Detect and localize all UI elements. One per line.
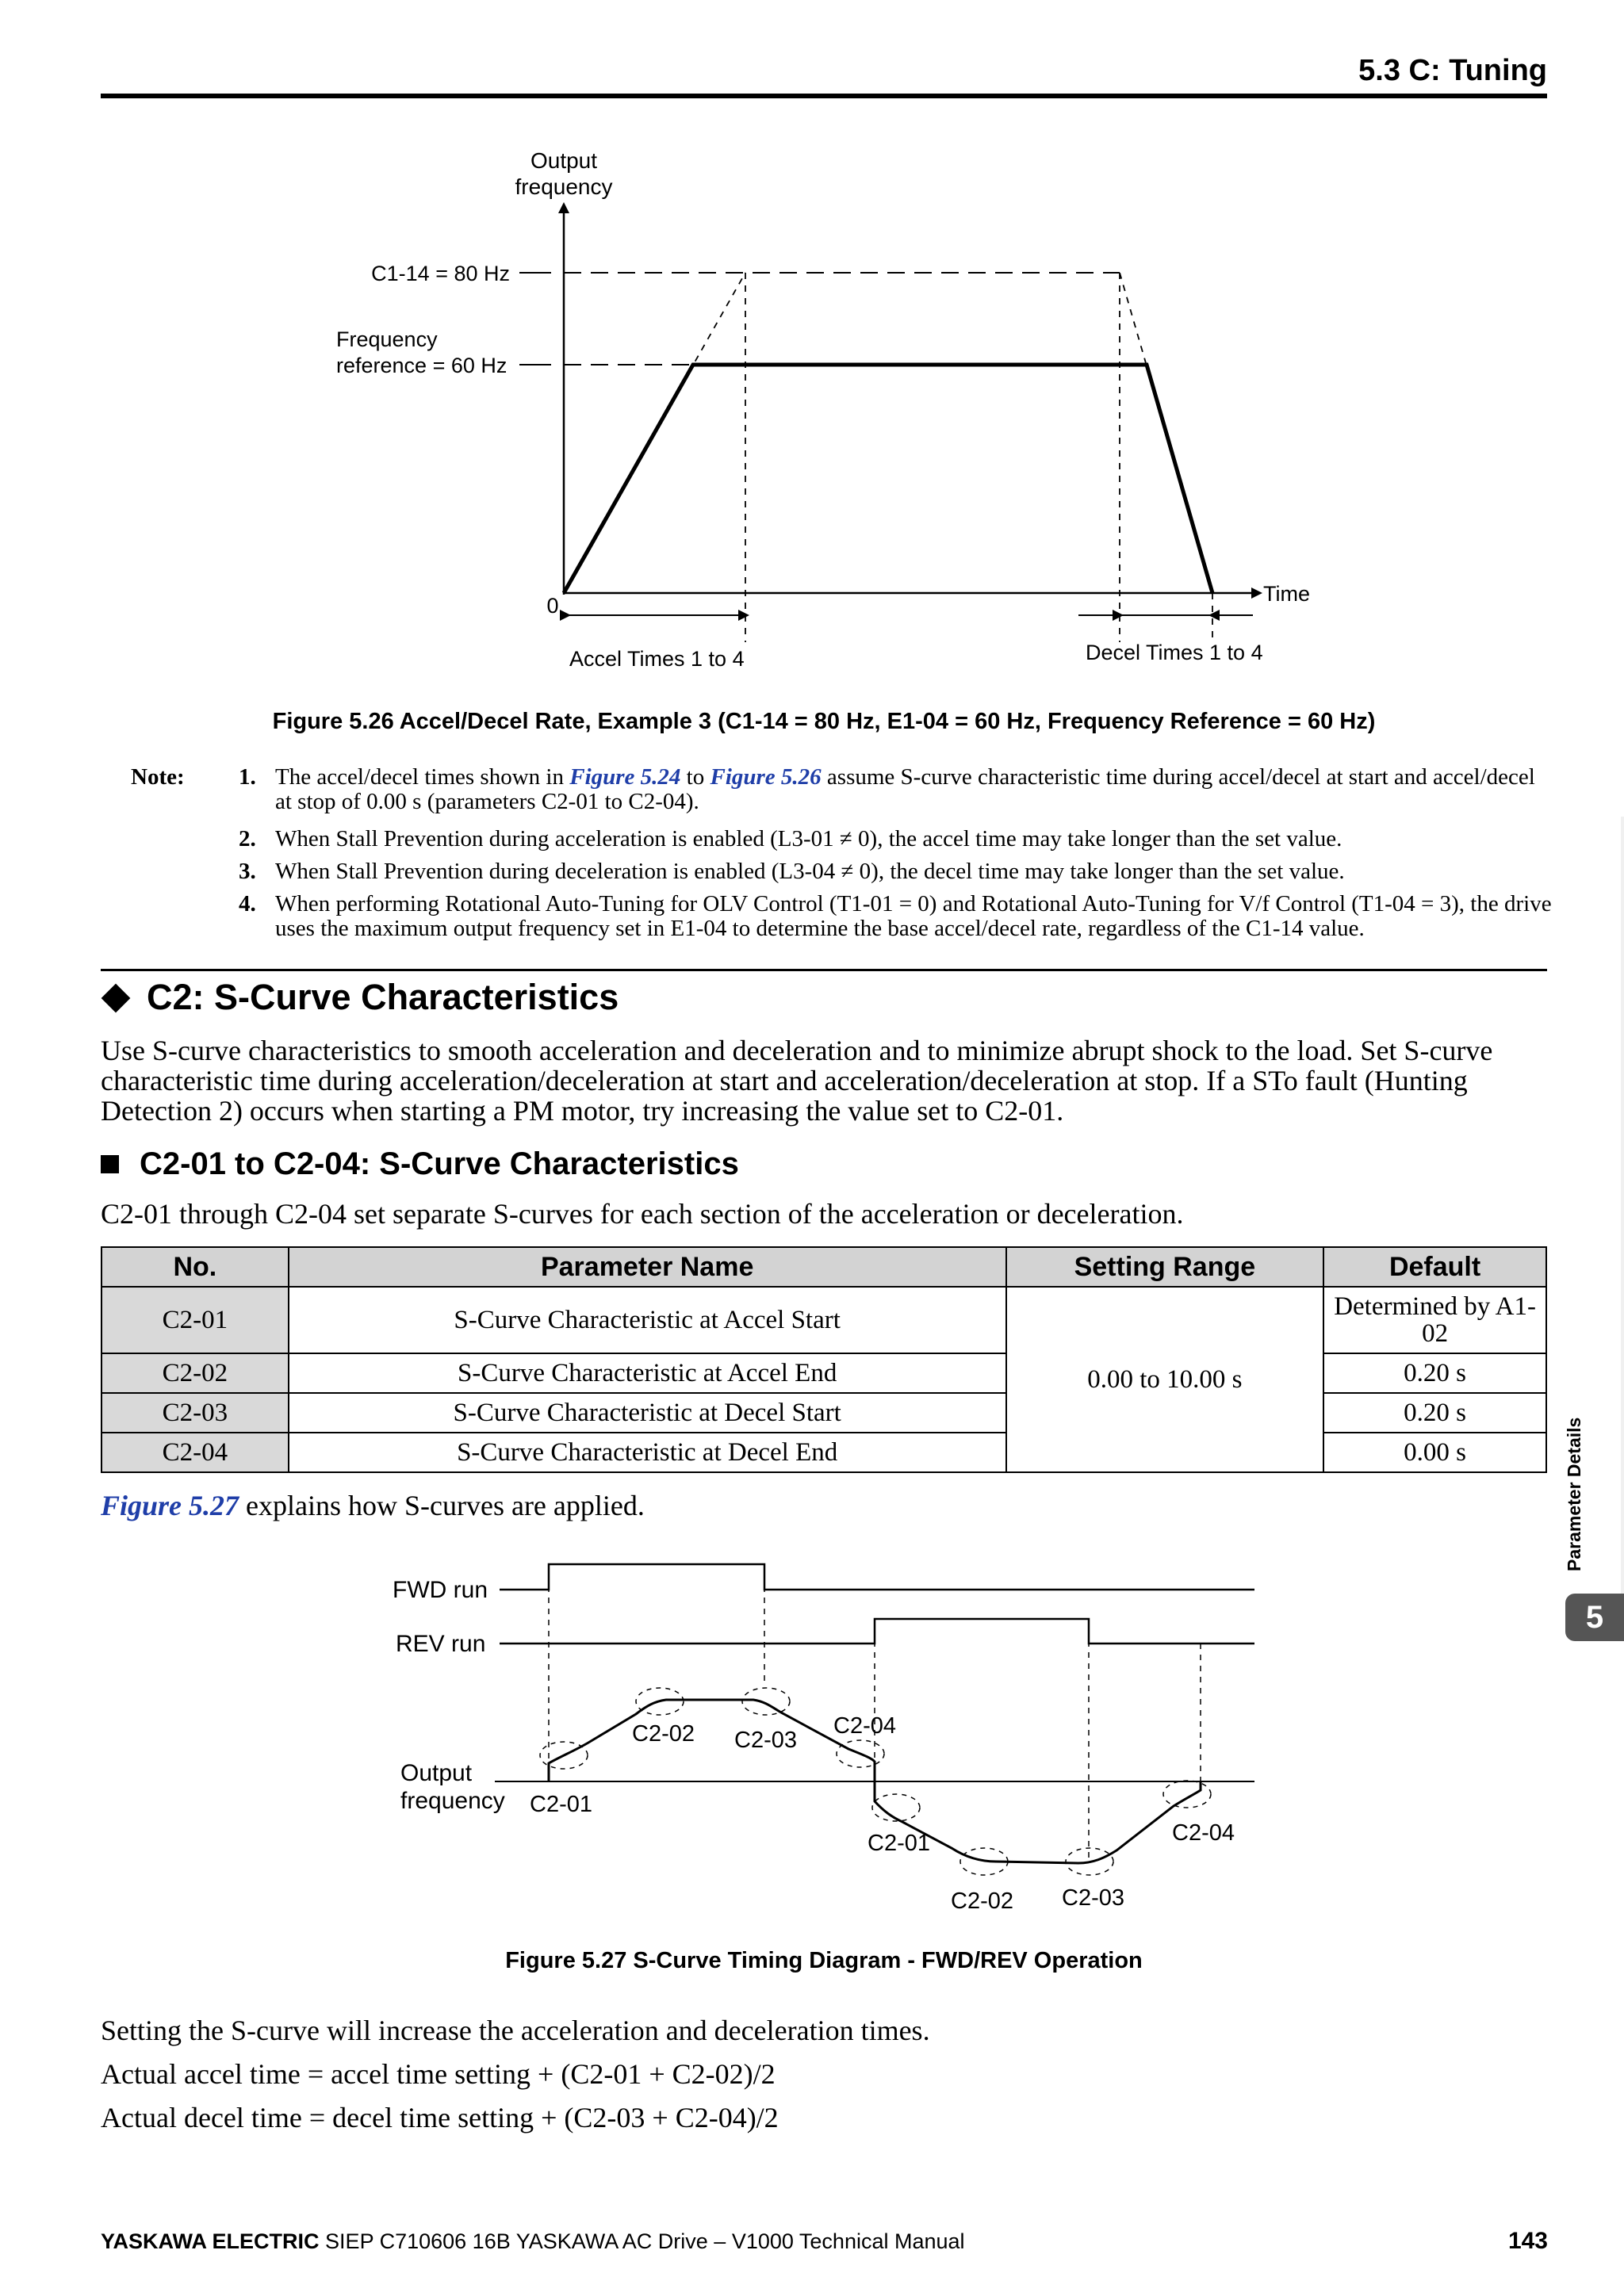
param-default: 0.00 s: [1323, 1433, 1546, 1472]
param-name: S-Curve Characteristic at Decel End: [289, 1433, 1006, 1472]
rev-run-signal: [500, 1619, 1254, 1644]
page-number: 143: [1507, 2228, 1548, 2254]
freq-ref-label-line1: Frequency: [336, 327, 438, 351]
output-frequency-curve: [564, 365, 1212, 593]
c2-03-fwd-marker: [742, 1688, 790, 1715]
header-default: Default: [1323, 1247, 1546, 1287]
figure-5-27-link[interactable]: Figure 5.27: [101, 1490, 239, 1521]
output-label-line1: Output: [400, 1760, 473, 1786]
x-axis-label: Time: [1263, 582, 1310, 606]
figure-5-26-link[interactable]: Figure 5.26: [710, 764, 822, 790]
rev-run-label: REV run: [396, 1631, 486, 1657]
param-name: S-Curve Characteristic at Accel End: [289, 1353, 1006, 1393]
accel-label: Accel Times 1 to 4: [569, 647, 745, 671]
chapter-tab[interactable]: 5: [1565, 1594, 1624, 1641]
closing-line-3: Actual decel time = decel time setting + (C2-03 + C2-04)/2: [101, 2102, 779, 2133]
param-no: C2-01: [102, 1287, 289, 1353]
header-parameter-name: Parameter Name: [289, 1247, 1006, 1287]
param-default: Determined by A1-02: [1323, 1287, 1546, 1353]
footer-brand: YASKAWA ELECTRIC: [101, 2229, 320, 2253]
origin-label: 0: [546, 594, 559, 618]
label-rev-c2-04: C2-04: [1172, 1820, 1235, 1846]
param-default: 0.20 s: [1323, 1353, 1546, 1393]
table-row: [102, 1433, 1546, 1472]
param-name: S-Curve Characteristic at Accel Start: [289, 1287, 1006, 1353]
output-label-line2: frequency: [400, 1788, 505, 1814]
param-default: 0.20 s: [1323, 1393, 1546, 1433]
decel-label: Decel Times 1 to 4: [1086, 641, 1263, 664]
diamond-icon: [102, 984, 131, 1013]
table-row: [102, 1353, 1546, 1393]
parameter-table: [101, 1246, 1547, 1473]
square-icon: [101, 1155, 119, 1173]
note-label: Note:: [131, 764, 185, 790]
footer-doc: SIEP C710606 16B YASKAWA AC Drive – V1000 Technical Manual: [319, 2229, 965, 2253]
table-header-row: [102, 1247, 1546, 1287]
sub-intro: C2-01 through C2-04 set separate S-curves for each section of the acceleration or deceleration.: [101, 1198, 1184, 1230]
c2-04-rev-marker: [1163, 1781, 1211, 1808]
param-no: C2-03: [102, 1393, 289, 1433]
section-heading: C2: S-Curve Characteristics: [101, 977, 619, 1018]
freq-ref-label-line2: reference = 60 Hz: [336, 354, 508, 377]
y-axis-label-line1: Output: [530, 148, 598, 173]
label-fwd-c2-01: C2-01: [530, 1792, 592, 1817]
y-axis-label-line2: frequency: [515, 174, 613, 199]
closing-text: [101, 2009, 930, 2140]
param-no: C2-02: [102, 1353, 289, 1393]
figure-5-27-caption: Figure 5.27 S-Curve Timing Diagram - FWD/REV Operation: [505, 1948, 1143, 1973]
section-intro: Use S-curve characteristics to smooth acceleration and deceleration and to minimize abrupt shock to the load. Set S-curve characteristic time during acceleration/deceleration at start and acceleration/deceleration at stop. If a STo fault (Hunting Detection 2) occurs when starting a PM motor, try increasing the value set to C2-01.: [101, 1035, 1493, 1127]
label-fwd-c2-03: C2-03: [734, 1728, 797, 1753]
closing-line-1: Setting the S-curve will increase the acceleration and deceleration times.: [101, 2015, 930, 2046]
header-no: No.: [102, 1247, 289, 1287]
section-title: 5.3 C: Tuning: [1358, 54, 1547, 87]
figure-5-27-reference: Figure 5.27 explains how S-curves are applied.: [101, 1490, 645, 1521]
setting-range: 0.00 to 10.00 s: [1006, 1287, 1324, 1472]
fwd-run-signal: [500, 1564, 1254, 1590]
label-rev-c2-03: C2-03: [1062, 1885, 1124, 1911]
figure-5-27-diagram: [0, 1546, 1624, 1927]
footer-document-info: [101, 2229, 965, 2254]
param-name: S-Curve Characteristic at Decel Start: [289, 1393, 1006, 1433]
sub-heading: C2-01 to C2-04: S-Curve Characteristics: [101, 1146, 739, 1182]
figure-5-26-caption: Figure 5.26 Accel/Decel Rate, Example 3 (C1-14 = 80 Hz, E1-04 = 60 Hz, Frequency Reference = 60 Hz): [272, 709, 1376, 734]
table-row: [102, 1393, 1546, 1433]
param-no: C2-04: [102, 1433, 289, 1472]
max-freq-label: C1-14 = 80 Hz: [371, 262, 510, 285]
side-tab-label[interactable]: Parameter Details: [1564, 1417, 1584, 1572]
label-fwd-c2-02: C2-02: [632, 1721, 695, 1747]
side-tab-background: [1621, 817, 1624, 1609]
header-setting-range: Setting Range: [1006, 1247, 1324, 1287]
figure-5-26-diagram: [0, 135, 1624, 682]
label-fwd-c2-04: C2-04: [833, 1713, 896, 1739]
label-rev-c2-01: C2-01: [868, 1831, 930, 1856]
table-row: [102, 1287, 1546, 1353]
closing-line-2: Actual accel time = accel time setting + (C2-01 + C2-02)/2: [101, 2058, 776, 2090]
section-rule: [101, 969, 1547, 971]
fwd-run-label: FWD run: [393, 1577, 488, 1603]
header-rule: [101, 94, 1547, 98]
label-rev-c2-02: C2-02: [951, 1888, 1013, 1914]
figure-5-24-link[interactable]: Figure 5.24: [569, 764, 681, 790]
